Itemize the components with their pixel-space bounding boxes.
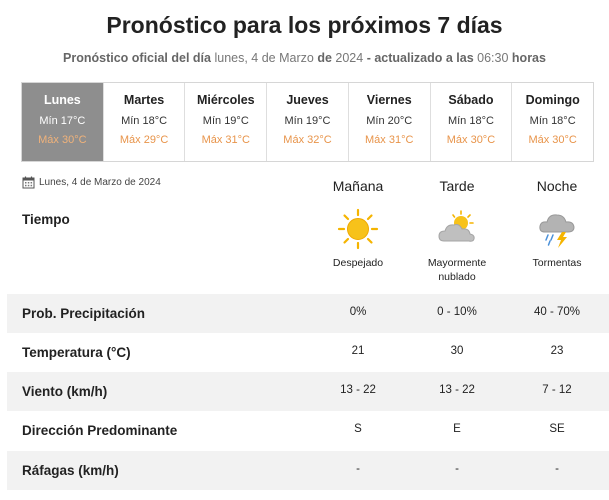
cloud-sun-icon [436,208,478,250]
sun-icon [337,208,379,250]
selected-date: Lunes, 4 de Marzo de 2024 [22,176,161,189]
day-tab-lunes[interactable]: Lunes Mín 17°C Máx 30°C [22,83,104,161]
page-title: Pronóstico para los próximos 7 días [106,12,503,38]
row-rafagas: Ráfagas (km/h) - - - [7,451,609,490]
row-viento: Viento (km/h) 13 - 22 13 - 22 7 - 12 [7,372,609,411]
weather-noche: Tormentas [497,208,609,270]
column-tarde: Tarde [439,178,475,194]
day-tab-sabado[interactable]: Sábado Mín 18°C Máx 30°C [431,83,513,161]
forecast-subtitle: Pronóstico oficial del día lunes, 4 de Marzo de 2024 - actualizado a las 06:30 horas [63,51,546,65]
column-noche: Noche [536,178,578,194]
day-tab-miercoles[interactable]: Miércoles Mín 19°C Máx 31°C [185,83,267,161]
day-tabs [21,82,594,162]
row-precipitacion: Prob. Precipitación 0% 0 - 10% 40 - 70% [7,294,609,333]
column-manana: Mañana [332,178,384,194]
storm-icon [536,208,578,250]
calendar-icon [22,176,35,189]
weather-manana: Despejado [298,208,418,270]
row-temperatura: Temperatura (°C) 21 30 23 [22,345,564,360]
row-direccion: Dirección Predominante S E SE [22,423,565,438]
day-tab-jueves[interactable]: Jueves Mín 19°C Máx 32°C [267,83,349,161]
tiempo-label: Tiempo [22,212,70,227]
day-tab-martes[interactable]: Martes Mín 18°C Máx 29°C [104,83,186,161]
day-tab-viernes[interactable]: Viernes Mín 20°C Máx 31°C [349,83,431,161]
weather-tarde: Mayormente nublado [397,208,517,284]
day-tab-domingo[interactable]: Domingo Mín 18°C Máx 30°C [525,93,580,146]
